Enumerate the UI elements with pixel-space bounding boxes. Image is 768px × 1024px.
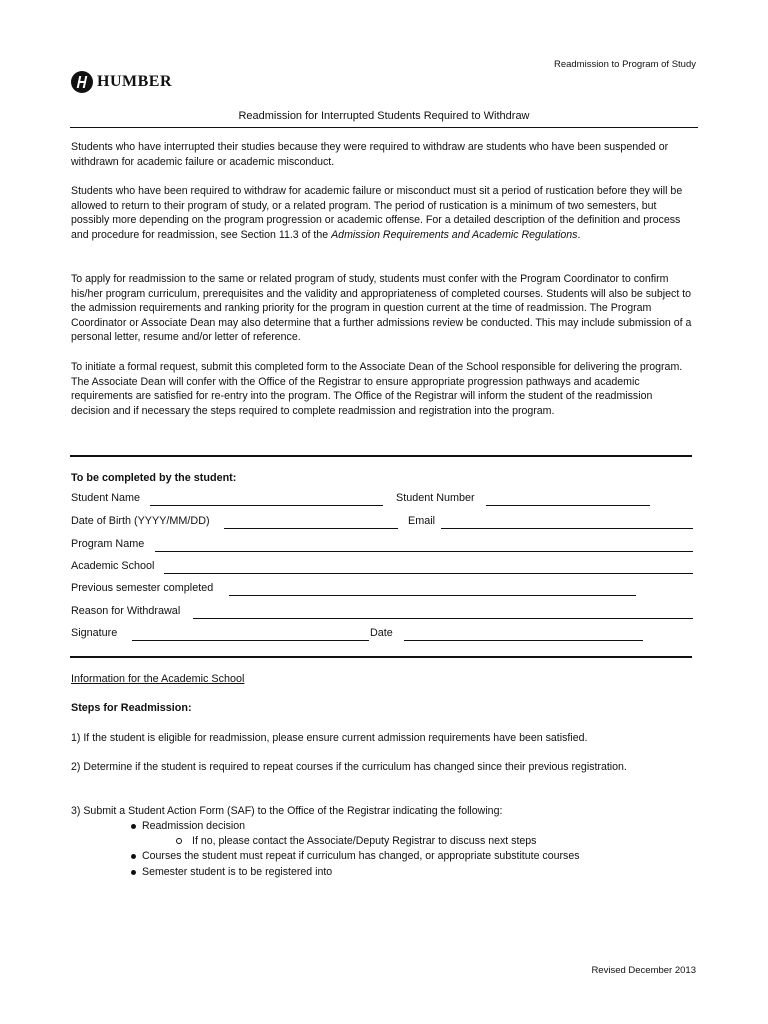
academic-school-label: Academic School [71, 560, 155, 572]
revision-date: Revised December 2013 [591, 965, 696, 976]
title-divider [70, 127, 698, 128]
step-1: 1) If the student is eligible for readmission, please ensure current admission requirements have been satisfied. [71, 732, 588, 744]
page-title: Readmission for Interrupted Students Required to Withdraw [238, 110, 530, 122]
program-name-label: Program Name [71, 538, 145, 550]
sub-bullet-icon [176, 838, 182, 844]
list-item: If no, please contact the Associate/Deputy Registrar to discuss next steps [176, 835, 536, 847]
date-field[interactable] [404, 640, 643, 641]
reason-field[interactable] [193, 618, 693, 619]
signature-field[interactable] [132, 640, 369, 641]
list-item: Readmission decision [131, 820, 245, 832]
signature-label: Signature [71, 627, 118, 639]
bullet-icon [131, 854, 136, 859]
intro-paragraph-4: To initiate a formal request, submit this completed form to the Associate Dean of the School responsible for delivering the program. The Associate Dean will confer with the Office of the Registrar to ensure appropriate progression pathways and academic requirements are satisfied for re-entry into the program. The Office of the Registrar will inform the student of the readmission decision and if necessary the steps required to complete readmission and registration into the program. [71, 361, 683, 417]
section-divider-top [70, 455, 692, 457]
section-divider-bottom [70, 656, 692, 658]
student-number-label: Student Number [396, 492, 475, 504]
step-2: 2) Determine if the student is required to repeat courses if the curriculum has changed since their previous registration. [71, 761, 627, 773]
student-name-field[interactable] [150, 505, 383, 506]
regulations-reference: Admission Requirements and Academic Regulations [331, 228, 578, 241]
bullet-icon [131, 824, 136, 829]
intro-paragraph-2: Students who have been required to withdraw for academic failure or misconduct must sit a period of rustication before they will be allowed to return to their program of study, or a related program. The period of rustication is a minimum of two semesters, but possibly more depending on the program progression or academic offense. For a detailed description of the definition and process and procedure for readmission, see Section 11.3 of the Admission Requirements and Academic Regulations. [71, 185, 683, 241]
humber-logo [71, 71, 172, 93]
email-label: Email [408, 515, 435, 527]
reason-label: Reason for Withdrawal [71, 605, 181, 617]
logo-text: HUMBER [97, 73, 172, 90]
student-name-label: Student Name [71, 492, 141, 504]
list-item: Courses the student must repeat if curriculum has changed, or appropriate substitute courses [131, 850, 580, 862]
humber-logo-icon [71, 71, 93, 93]
steps-heading: Steps for Readmission: [71, 702, 192, 714]
dob-field[interactable] [224, 528, 398, 529]
intro-paragraph-3: To apply for readmission to the same or related program of study, students must confer with the Program Coordinator to confirm his/her program curriculum, prerequisites and the validity and appropriateness of completed courses. Students will also be subject to the admission requirements and ranking priority for the program in question current at the time of readmission. The Program Coordinator or Associate Dean may also determine that a further admissions review be conducted. This may include submission of a personal letter, resume and/or letter of reference. [71, 273, 692, 344]
email-field[interactable] [441, 528, 693, 529]
school-section-heading: Information for the Academic School [71, 673, 245, 685]
intro-paragraph-1: Students who have interrupted their studies because they were required to withdraw are students who have been suspended or withdrawn for academic failure or academic misconduct. [71, 141, 669, 168]
previous-semester-field[interactable] [229, 595, 636, 596]
student-section-heading: To be completed by the student: [71, 472, 237, 484]
academic-school-field[interactable] [164, 573, 693, 574]
student-number-field[interactable] [486, 505, 650, 506]
list-item: Semester student is to be registered into [131, 866, 332, 878]
program-name-field[interactable] [155, 551, 693, 552]
header-document-label: Readmission to Program of Study [553, 59, 696, 70]
dob-label: Date of Birth (YYYY/MM/DD) [71, 515, 210, 527]
previous-semester-label: Previous semester completed [71, 582, 214, 594]
bullet-icon [131, 870, 136, 875]
date-label: Date [370, 627, 393, 639]
step-3: 3) Submit a Student Action Form (SAF) to the Office of the Registrar indicating the following: [71, 805, 503, 817]
